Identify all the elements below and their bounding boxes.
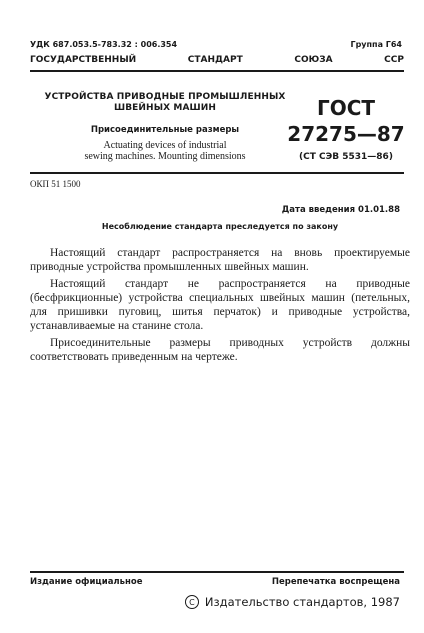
heading-word: СТАНДАРТ [187,55,243,65]
violation-notice: Несоблюдение стандарта преследуется по закону [101,222,339,231]
state-standard-heading [30,55,404,65]
body-text [30,246,410,366]
title-line: УСТРОЙСТВА ПРИВОДНЫЕ ПРОМЫШЛЕННЫХ [44,92,286,102]
st-sev-reference: (СТ СЭВ 5531—86) [299,152,393,162]
heading-word: ГОСУДАРСТВЕННЫЙ [30,55,137,65]
gost-label: ГОСТ [316,96,376,120]
publisher-line [185,595,400,609]
heading-word: СОЮЗА [294,55,333,65]
paragraph: Настоящий стандарт распространяется на вновь проектируемые приводные устройства промышленных швейных машин. [30,247,410,274]
group-code: Группа Г64 [350,40,402,49]
paragraph: Настоящий стандарт не распространяется на приводные (бесфрикционные) устройства специальных швейных машин (петельных, для пришивки пуговиц, шитья перчаток) и приводные устройства, устанавливаемые на станине стола. [30,277,410,333]
document-title [40,92,290,114]
heading-word: ССР [384,55,404,65]
udc-code: УДК 687.053.5-783.32 : 006.354 [30,40,178,49]
title-line: ШВЕЙНЫХ МАШИН [114,103,216,113]
copyright-icon: C [185,595,199,609]
document-subtitle: Присоединительные размеры [90,125,240,135]
reprint-prohibited-label: Перепечатка воспрещена [271,577,400,587]
english-title-line: sewing machines. Mounting dimensions [84,151,246,162]
introduction-date: Дата введения 01.01.88 [281,205,400,215]
title-rule [30,172,404,174]
english-title-line: Actuating devices of industrial [103,140,227,151]
english-title [40,140,290,162]
publisher-name: Издательство стандартов, 1987 [204,595,400,609]
paragraph: Присоединительные размеры приводных устройств должны соответствовать приведенным на чертеже. [30,336,410,364]
okp-code: ОКП 51 1500 [30,179,81,189]
footer-rule [30,571,404,573]
gost-designation [284,97,408,162]
title-block [40,92,290,162]
gost-number: 27275—87 [287,122,405,146]
official-edition-label: Издание официальное [30,577,143,587]
header-rule [30,70,404,72]
